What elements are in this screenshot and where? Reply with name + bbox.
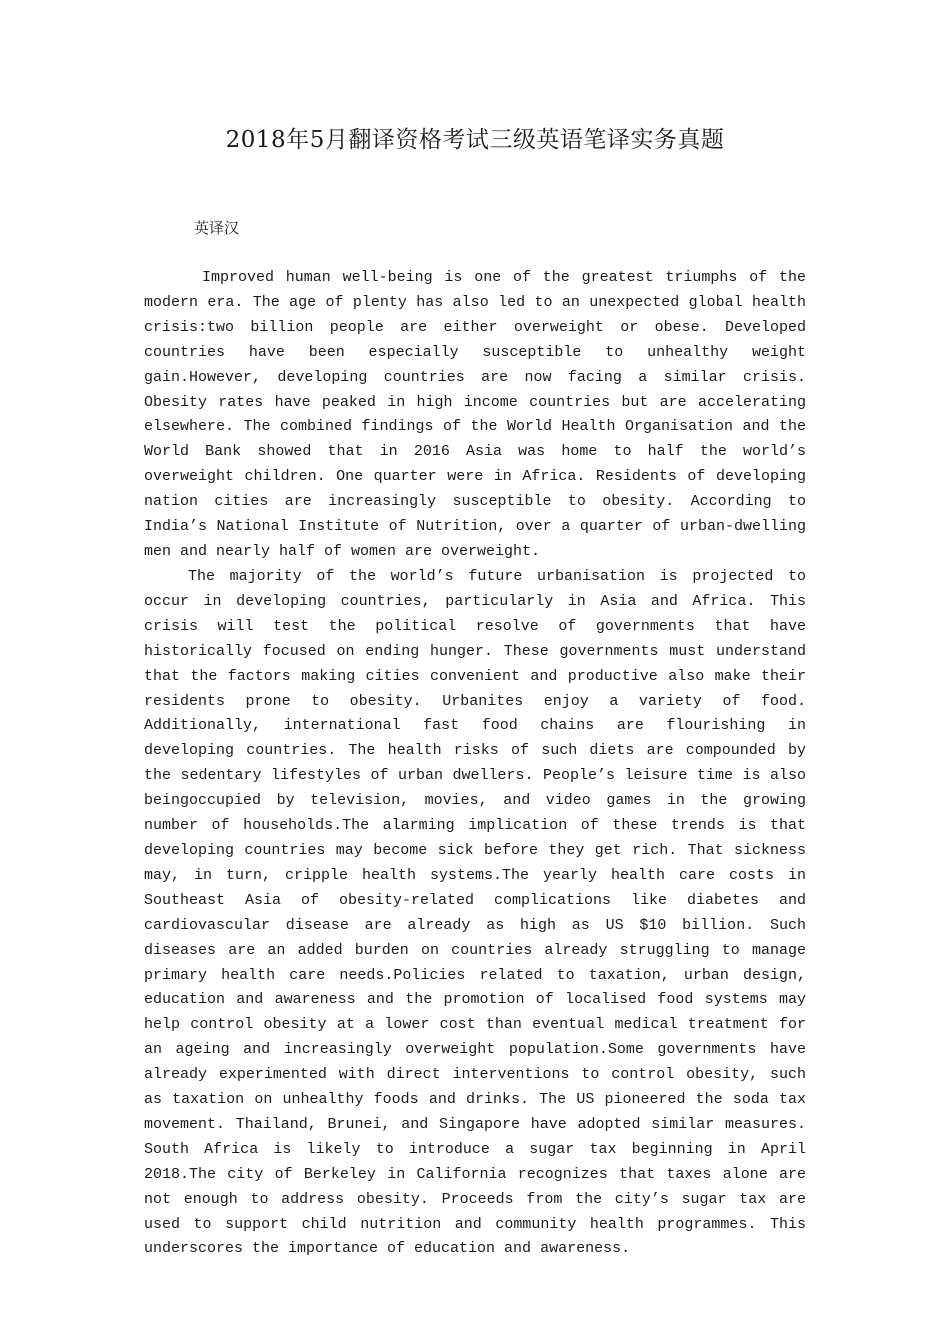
section-label: 英译汉 bbox=[194, 219, 240, 237]
paragraph-1: Improved human well-being is one of the greatest triumphs of the modern era. The age of plenty has also led to an unexpected global health crisis:two billion people are either overweight or obese. Developed countries have been especially susceptible to unhealthy weight gain.However, developing countries are now facing a similar crisis. Obesity rates have peaked in high income countries but are accelerating elsewhere. The combined findings of the World Health Organisation and the World Bank showed that in 2016 Asia was home to half the world’s overweight children. One quarter were in Africa. Residents of developing nation cities are increasingly susceptible to obesity. According to India’s National Institute of Nutrition, over a quarter of urban-dwelling men and nearly half of women are overweight. bbox=[144, 269, 806, 560]
paragraph-2: The majority of the world’s future urbanisation is projected to occur in developing countries, particularly in Asia and Africa. This crisis will test the political resolve of governments that have historically focused on ending hunger. These governments must understand that the factors making cities convenient and productive also make their residents prone to obesity. Urbanites enjoy a variety of food. Additionally, international fast food chains are flourishing in developing countries. The health risks of such diets are compounded by the sedentary lifestyles of urban dwellers. People’s leisure time is also beingoccupied by television, movies, and video games in the growing number of households.The alarming implication of these trends is that developing countries may become sick before they get rich. That sickness may, in turn, cripple health systems.The yearly health care costs in Southeast Asia of obesity-related complications like diabetes and cardiovascular disease are already as high as US $10 billion. Such diseases are an added burden on countries already struggling to manage primary health care needs.Policies related to taxation, urban design, education and awareness and the promotion of localised food systems may help control obesity at a lower cost than eventual medical treatment for an ageing and increasingly overweight population.Some governments have already experimented with direct interventions to control obesity, such as taxation on unhealthy foods and drinks. The US pioneered the soda tax movement. Thailand, Brunei, and Singapore have adopted similar measures. South Africa is likely to introduce a sugar tax beginning in April 2018.The city of Berkeley in California recognizes that taxes alone are not enough to address obesity. Proceeds from the city’s sugar tax are used to support child nutrition and community health programmes. This underscores the importance of education and awareness. bbox=[144, 568, 806, 1258]
page-title: 2018年5月翻译资格考试三级英语笔译实务真题 bbox=[225, 127, 725, 153]
